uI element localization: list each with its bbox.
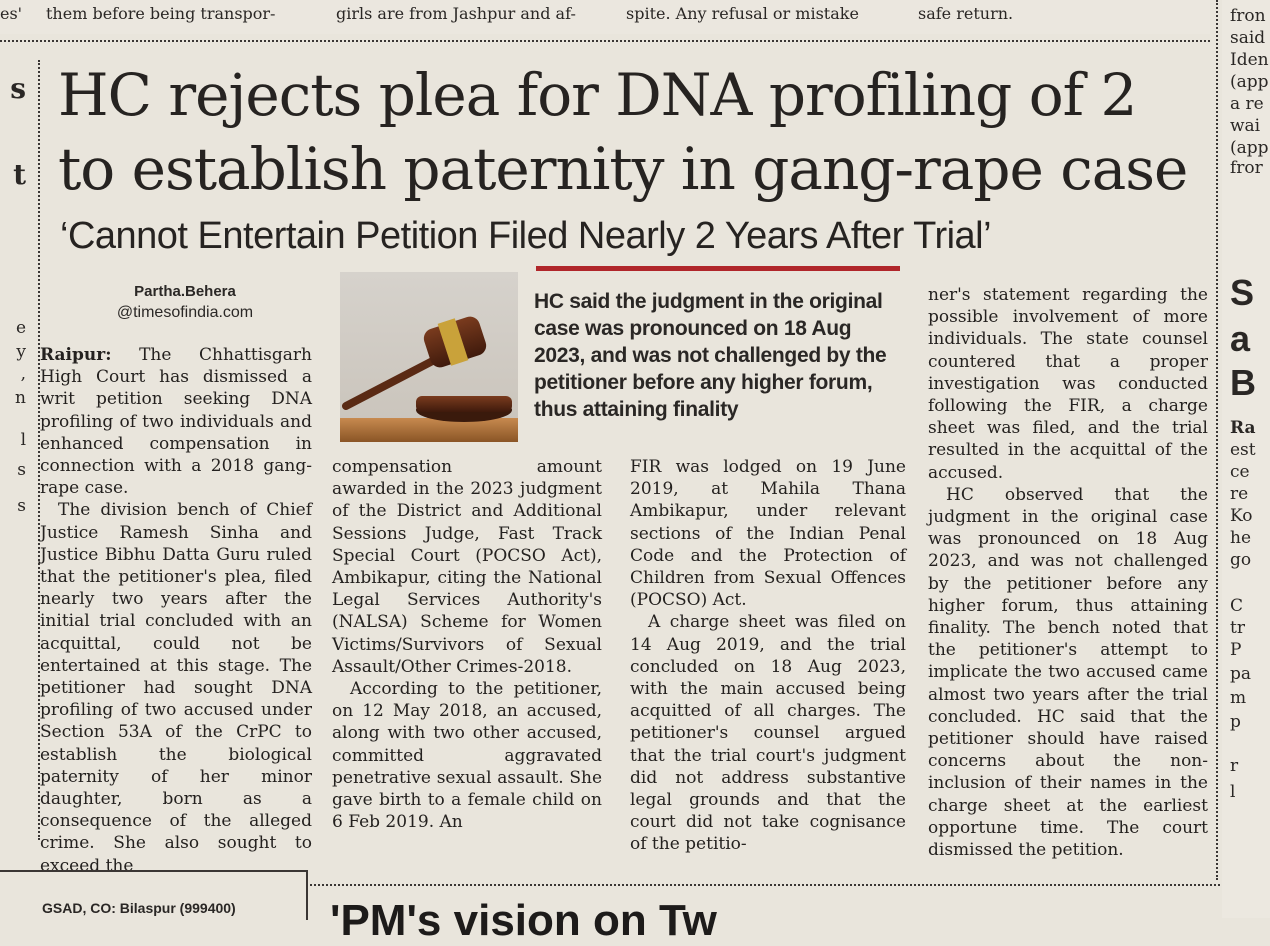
left-fragment: s: [10, 72, 26, 105]
next-article-headline: 'PM's vision on Tw: [330, 896, 717, 945]
article-column-3: [630, 456, 906, 856]
top-fragment: girls are from Jashpur and af-: [336, 4, 576, 23]
right-fragment: tr: [1230, 618, 1245, 638]
top-fragment: spite. Any refusal or mistake: [626, 4, 859, 23]
left-fragment: e: [15, 318, 26, 338]
right-fragment: S: [1230, 272, 1255, 313]
left-fragment: l: [20, 430, 26, 450]
headline-line-2: to establish paternity in gang-rape case: [58, 135, 1188, 203]
top-strip: [0, 0, 1210, 34]
article-column-4: [928, 284, 1208, 861]
gavel-photo: [340, 272, 518, 442]
left-fragment: s: [17, 460, 26, 480]
classified-label: GSAD, CO: Bilaspur (999400): [42, 900, 236, 916]
byline-handle: @timesofindia.com: [116, 304, 254, 321]
right-fragment: p: [1230, 712, 1241, 732]
article-column-2: [332, 456, 602, 833]
right-fragment: Iden: [1230, 50, 1269, 70]
right-fragment: re: [1230, 484, 1249, 504]
right-fragment: said: [1230, 28, 1266, 48]
right-fragment: fror: [1230, 158, 1263, 178]
left-fragment: ,: [20, 364, 26, 384]
right-fragment: Ra: [1230, 418, 1256, 438]
paragraph: ner's statement regarding the possible involvement of more individuals. The state counsel countered that a proper investigation was conducted following the FIR, a charge sheet was filed, and the trial resulted in the acquittal of the accused.: [928, 285, 1208, 483]
right-fragment: m: [1230, 688, 1247, 708]
right-fragment: ce: [1230, 462, 1250, 482]
right-fragment: a: [1230, 318, 1251, 359]
left-fragment: s: [17, 496, 26, 516]
article-column-1: [40, 344, 312, 877]
right-divider: [1216, 0, 1218, 880]
bottom-divider: [310, 884, 1220, 886]
byline-name: Partha.Behera: [134, 283, 236, 300]
top-fragment: safe return.: [918, 4, 1014, 23]
right-fragment: (app: [1230, 72, 1269, 92]
red-rule: [536, 266, 900, 271]
right-fragment: Ko: [1230, 506, 1253, 526]
paragraph: The Chhattisgarh High Court has dismissed a writ petition seeking DNA profiling of two individuals and enhanced compensation in connection with a 2018 gang-rape case.: [40, 345, 312, 499]
right-fragment: go: [1230, 550, 1252, 570]
right-fragment: he: [1230, 528, 1252, 548]
top-fragment: them before being transpor-: [46, 4, 276, 23]
right-fragment: C: [1230, 596, 1244, 616]
paragraph: The division bench of Chief Justice Ramesh Sinha and Justice Bibhu Datta Guru ruled that the petitioner's plea, filed nearly two years after the initial trial concluded with an acquittal, could not be entertained at this stage. The petitioner had sought DNA profiling of two accused under Section 53A of the CrPC to establish the biological paternity of her minor daughter, born as a consequence of the alleged crime. She also sought to exceed the: [40, 500, 312, 876]
right-fragment: wai: [1230, 116, 1261, 136]
right-fragment: r: [1230, 756, 1239, 776]
paragraph: A charge sheet was filed on 14 Aug 2019, and the trial concluded on 18 Aug 2023, with the main accused being acquitted of all charges. The petitioner's counsel argued that the trial court's judgment did not address substantive legal grounds and that the court did not take cognisance of the petitio-: [630, 612, 906, 855]
right-fragment: (app: [1230, 138, 1269, 158]
left-fragment: y: [16, 342, 26, 362]
right-fragment: pa: [1230, 664, 1252, 684]
top-fragment: es': [0, 4, 23, 23]
paragraph: According to the petitioner, on 12 May 2018, an accused, along with two other accused, committed aggravated penetrative sexual assault. She gave birth to a female child on 6 Feb 2019. An: [332, 679, 602, 833]
left-clipped-column: [0, 40, 30, 840]
paragraph: FIR was lodged on 19 June 2019, at Mahila Thana Ambikapur, under relevant sections of the Indian Penal Code and the Protection of Children from Sexual Offences (POCSO) Act.: [630, 457, 906, 611]
right-fragment: fron: [1230, 6, 1266, 26]
gavel-icon: [340, 272, 518, 442]
dateline: Raipur:: [40, 345, 112, 365]
right-fragment: B: [1230, 362, 1256, 403]
pull-quote: HC said the judgment in the original case was pronounced on 18 Aug 2023, and was not challenged by the petitioner before any higher forum, thus attaining finality: [534, 290, 887, 421]
right-fragment: l: [1230, 782, 1236, 802]
headline-line-1: HC rejects plea for DNA profiling of 2: [58, 61, 1137, 129]
subheadline: ‘Cannot Entertain Petition Filed Nearly 2 Years After Trial’: [60, 215, 992, 257]
byline: [60, 282, 310, 324]
right-clipped-column: [1222, 0, 1270, 918]
left-fragment: n: [15, 388, 26, 408]
paragraph: compensation amount awarded in the 2023 judgment of the District and Additional Sessions Judge, Fast Track Special Court (POCSO Act), Ambikapur, citing the National Legal Services Authority's (NALSA) Scheme for Women Victims/Survivors of Sexual Assault/Other Crimes-2018.: [332, 457, 602, 677]
left-fragment: t: [13, 158, 26, 191]
headline: [58, 58, 1208, 206]
top-divider: [0, 40, 1210, 42]
right-fragment: P: [1230, 640, 1242, 660]
right-fragment: est: [1230, 440, 1256, 460]
right-fragment: a re: [1230, 94, 1264, 114]
paragraph: HC observed that the judgment in the original case was pronounced on 18 Aug 2023, and was not challenged by the petitioner before any higher forum, thus attaining finality. The bench noted that the petitioner's attempt to implicate the two accused came almost two years after the trial concluded. HC said that the petitioner should have raised concerns about the non-inclusion of their names in the charge sheet at the earliest opportune time. The court dismissed the petition.: [928, 484, 1208, 861]
